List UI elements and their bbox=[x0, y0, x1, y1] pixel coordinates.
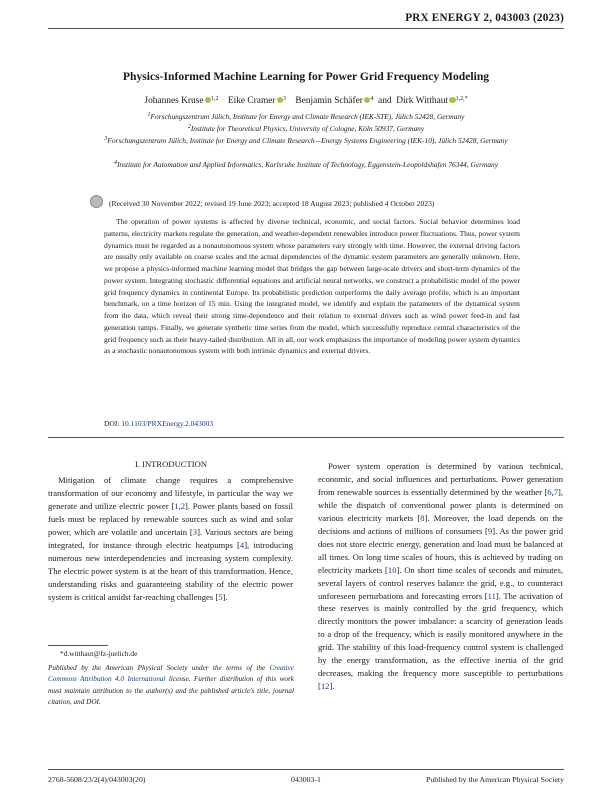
body-text: ]. Various sectors are being integrated, for instance through electric heatpumps [ bbox=[48, 526, 293, 550]
author-name: Johannes Kruse bbox=[144, 96, 204, 106]
body-text: ]. bbox=[329, 681, 335, 692]
body-text: ], while the dispatch of conventional power plants is determined on various electricity markets [ bbox=[318, 486, 563, 523]
journal-header: PRX ENERGY 2, 043003 (2023) bbox=[405, 12, 564, 24]
author-name: Benjamin Schäfer bbox=[295, 96, 363, 106]
citation-link[interactable]: 2 bbox=[180, 500, 186, 511]
author-sup: 1,2,* bbox=[455, 96, 468, 102]
intro-paragraph-left bbox=[48, 474, 293, 604]
affiliation: $^3$Forschungszentrum Jülich, Institute for Energy and Climate Research—Energy Systems Engineering (IEK-10), Jülich 52428, Germany bbox=[104, 136, 508, 145]
footer-issn: 2768-5608/23/2(4)/043003(20) bbox=[48, 775, 146, 784]
body-text: Power system operation is determined by various technical, economic, and social influences and perturbations. Power generation from renewable sources is essentially determined by the weather [ bbox=[318, 461, 563, 497]
received-dates: (Received 30 November 2022; revised 19 June 2023; accepted 18 August 2023; published 4 October 2023) bbox=[90, 195, 434, 208]
paper-title: Physics-Informed Machine Learning for Power Grid Frequency Modeling bbox=[122, 70, 490, 83]
body-text: ]. bbox=[222, 591, 228, 602]
citation-link[interactable]: 12 bbox=[320, 681, 330, 692]
page-number: 043003-1 bbox=[291, 775, 321, 784]
citation-link[interactable]: 7 bbox=[553, 486, 558, 497]
author-sup: 1,2 bbox=[211, 96, 219, 102]
footer-publisher: Published by the American Physical Society bbox=[426, 775, 564, 784]
author-sup: 4 bbox=[370, 96, 374, 102]
citation-link[interactable]: 4 bbox=[239, 539, 245, 550]
citation-link[interactable]: 8 bbox=[420, 512, 425, 523]
check-for-updates-icon[interactable] bbox=[90, 195, 103, 208]
citation-link[interactable]: 3 bbox=[192, 526, 198, 537]
body-text: ]. On short time scales of seconds and minutes, several layers of control reserves balance the grid, e.g., to counteract unforeseen perturbations and forecasting errors [ bbox=[318, 564, 563, 601]
author-name: Eike Cramer bbox=[227, 96, 276, 106]
citation-link[interactable]: 9 bbox=[487, 525, 493, 536]
citation-link[interactable]: 1 bbox=[174, 500, 179, 511]
abstract: The operation of power systems is affected by diverse technical, economic, and social factors. Social behavior determines load patterns, electricity markets regulate the generation, and weather-dependent renewables introduce power fluctuations. Thus, power system dynamics must be regarded as a nonautonomous system whose parameters vary strongly with time. However, the external driving factors are usually only available on coarse scales and the actual dependencies of the dynamic system parameters are generally unknown. Here, we propose a physics-informed machine learning model that bridges the gap between large-scale drivers and short-term dynamics of the power system. Integrating stochastic differential equations and artificial neural networks, we construct a probabilistic model of the power grid frequency dynamics in continental Europe. Its probabilistic prediction outperforms the daily average profile, which is an important benchmark, on a time horizon of 15 min. Using the integrated model, we identify and explain the parameters of the dynamical system from the data, which reveal their strong time-dependence and their relation to external drivers such as wind power feed-in and fast generation ramps. Finally, we generate synthetic time series from the model, which successfully reproduce central characteristics of the grid frequency such as their heavy-tailed distribution. All in all, our work emphasizes the importance of modeling power system dynamics as a stochastic nonautonomous system with both intrinsic dynamics and external drivers. bbox=[104, 217, 520, 356]
header-rule bbox=[48, 28, 564, 29]
body-text: Mitigation of climate change requires a comprehensive transformation of our economy and lifestyle, in particular the way we generate and utilize electric power [ bbox=[48, 475, 293, 511]
footer-rule bbox=[48, 769, 564, 770]
corresponding-email: *d.witthaut@fz-juelich.de bbox=[60, 649, 138, 658]
body-text: , bbox=[551, 486, 554, 497]
affiliation: $^1$Forschungszentrum Jülich, Institute for Energy and Climate Research (IEK-STE), Jülich 52428, Germany bbox=[147, 112, 465, 121]
license-note: Published by the American Physical Society under the terms of the Creative Commons Attribution 4.0 International license. Further distribution of this work must maintain attribution to the author(s) and the published article's title, journal citation, and DOI. bbox=[48, 664, 294, 706]
citation-link[interactable]: 5 bbox=[218, 591, 223, 602]
citation-link[interactable]: 10 bbox=[387, 564, 397, 575]
doi-line: DOI: 10.1103/PRXEnergy.2.043003 bbox=[104, 419, 214, 428]
body-text: ]. As the power grid does not store electric energy, generation and load must be balanced at all times. On long time scales of hours, this is achieved by trading on electricity markets [ bbox=[318, 525, 563, 575]
doi-link[interactable]: 10.1103/PRXEnergy.2.043003 bbox=[121, 419, 214, 428]
citation-link[interactable]: 11 bbox=[487, 590, 496, 601]
body-text: ], introducing numerous new interdependencies and increasing system complexity. The electric power system is at the heart of this transformation. Hence, understanding risks and guaranteeing stability of the electric power system is critical amidst far-reaching challenges [ bbox=[48, 539, 293, 602]
body-text: ]. Power plants based on fossil fuels must be replaced by renewable sources such as wind and solar power, which are volatile and uncertain [ bbox=[48, 500, 293, 537]
section-heading: I. INTRODUCTION bbox=[134, 459, 208, 469]
body-text: , bbox=[178, 500, 181, 511]
author-list: Johannes Kruse $^{1,2}$ Eike Cramer $^3$ Benjamin Schäfer $^4$ and Dirk Witthaut $^{1,2,*}$ bbox=[144, 96, 468, 106]
affiliation: $^4$Institute for Automation and Applied Informatics, Karlsruhe Institute of Technology, Eggenstein-Leopoldshafen 76344, Germany bbox=[113, 160, 499, 169]
author-sup: 3 bbox=[283, 96, 287, 102]
abstract-rule bbox=[48, 437, 564, 438]
affiliation: $^2$Institute for Theoretical Physics, University of Cologne, Köln 50937, Germany bbox=[187, 124, 425, 133]
intro-paragraph-right bbox=[318, 460, 563, 693]
citation-link[interactable]: 6 bbox=[547, 486, 552, 497]
author-name: Dirk Witthaut bbox=[396, 96, 449, 106]
license-link[interactable]: Creative Commons Attribution 4.0 International bbox=[48, 664, 294, 684]
footnote-rule bbox=[48, 645, 108, 646]
body-text: ]. Moreover, the load depends on the decisions and actions of millions of consumers [ bbox=[318, 512, 563, 536]
body-text: ]. The activation of these reserves is mainly controlled by the grid frequency, which directly monitors the power imbalance: a scarcity of generation leads to a drop of the frequency, which is easily monitored anywhere in the grid. The stability of this load-frequency control system is challenged by the energy transformation, as the effective inertia of the grid decreases, making the frequency more susceptible to perturbations [ bbox=[318, 590, 563, 692]
